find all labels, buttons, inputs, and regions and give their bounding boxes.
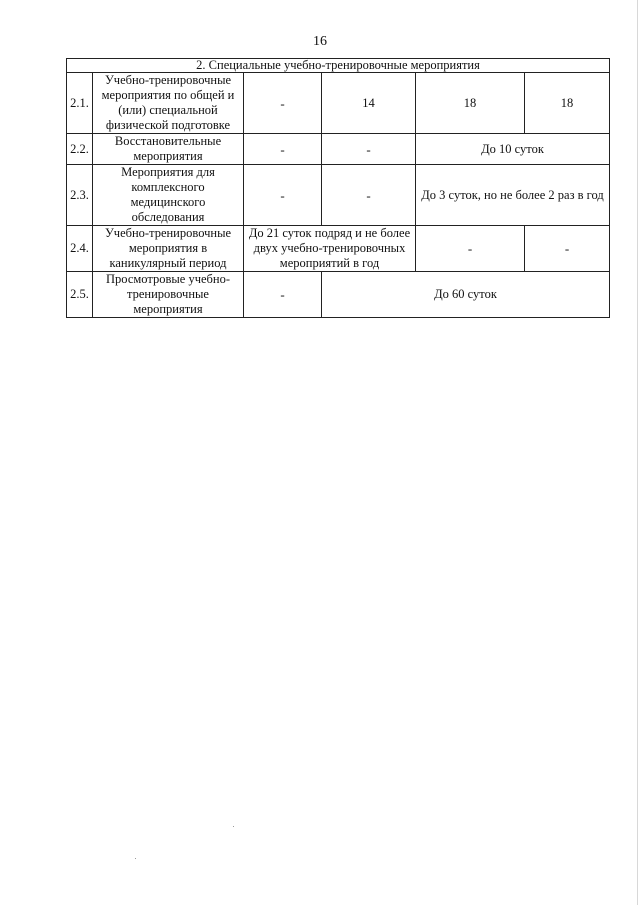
table-row — [67, 134, 610, 165]
event-name: Учебно-тренировочные мероприятия в каникулярный период — [93, 226, 244, 272]
table-row — [67, 226, 610, 272]
table-row — [67, 73, 610, 134]
table-section-header-row — [67, 59, 610, 73]
event-name: Восстановительные мероприятия — [93, 134, 244, 165]
event-name: Мероприятия для комплексного медицинского обследования — [93, 165, 244, 226]
value-cell: 18 — [525, 73, 610, 134]
scan-speck — [135, 858, 136, 859]
scan-speck — [233, 826, 234, 827]
merged-value-cell: До 3 суток, но не более 2 раз в год — [416, 165, 610, 226]
merged-value-cell: До 60 суток — [322, 272, 610, 318]
row-number: 2.5. — [67, 272, 93, 318]
merged-value-cell: До 21 суток подряд и не более двух учебно-тренировочных мероприятий в год — [244, 226, 416, 272]
table-row — [67, 165, 610, 226]
value-cell: - — [244, 73, 322, 134]
event-name: Учебно-тренировочные мероприятия по общей и (или) специальной физической подготовке — [93, 73, 244, 134]
value-cell: 18 — [416, 73, 525, 134]
value-cell: - — [322, 165, 416, 226]
value-cell: - — [416, 226, 525, 272]
page-number: 16 — [313, 34, 327, 49]
event-name: Просмотровые учебно-тренировочные мероприятия — [93, 272, 244, 318]
scan-edge-line — [637, 0, 638, 905]
row-number: 2.4. — [67, 226, 93, 272]
merged-value-cell: До 10 суток — [416, 134, 610, 165]
value-cell: - — [525, 226, 610, 272]
row-number: 2.1. — [67, 73, 93, 134]
row-number: 2.3. — [67, 165, 93, 226]
value-cell: 14 — [322, 73, 416, 134]
events-table — [66, 58, 610, 318]
section-title: 2. Специальные учебно-тренировочные мероприятия — [67, 59, 610, 73]
value-cell: - — [322, 134, 416, 165]
row-number: 2.2. — [67, 134, 93, 165]
value-cell: - — [244, 272, 322, 318]
value-cell: - — [244, 134, 322, 165]
value-cell: - — [244, 165, 322, 226]
table-row — [67, 272, 610, 318]
